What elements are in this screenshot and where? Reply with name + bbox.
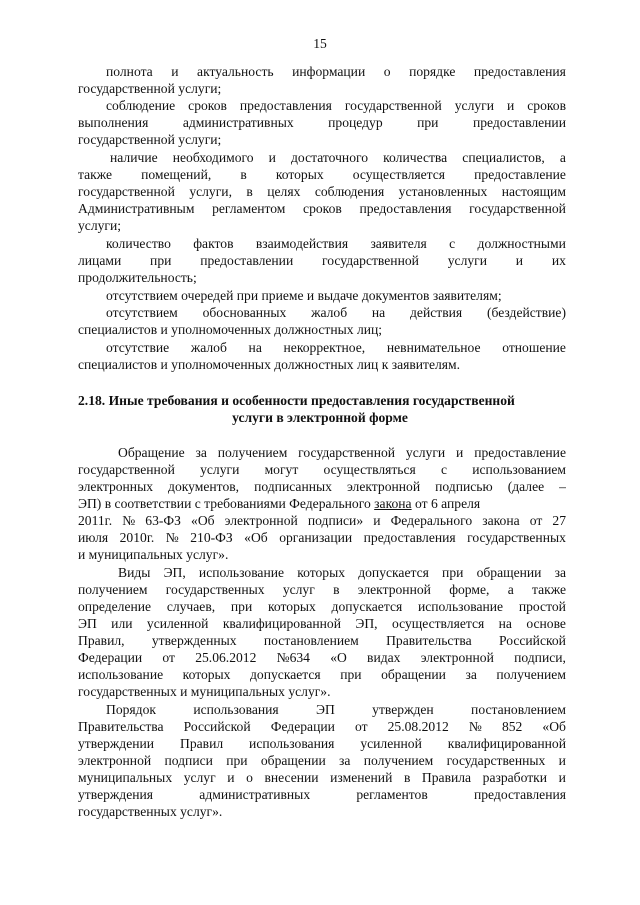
- paragraph-line: электронной подписи при обращении за получением государственных и: [78, 753, 566, 768]
- paragraph-line: ЭП или усиленной квалифицированной ЭП, осуществляется на основе: [78, 616, 566, 631]
- list-item-line: Административным регламентом сроков предоставления государственной: [78, 201, 566, 216]
- paragraph-line: и муниципальных услуг».: [78, 547, 229, 562]
- paragraph-line: Порядок использования ЭП утвержден постановлением: [106, 702, 566, 717]
- list-item-line: специалистов и уполномоченных должностных лиц к заявителям.: [78, 357, 461, 372]
- paragraph-line: Правительства Российской Федерации от 25.08.2012 № 852 «Об: [78, 719, 566, 734]
- list-item-line: выполнения административных процедур при предоставлении: [78, 115, 566, 130]
- list-item-line: специалистов и уполномоченных должностных лиц;: [78, 322, 383, 337]
- list-item-line: государственной услуги, в целях соблюдения установленных настоящим: [78, 184, 566, 199]
- list-item-line: наличие необходимого и достаточного количества специалистов, а: [110, 150, 566, 165]
- paragraph-line: Виды ЭП, использование которых допускается при обращении за: [118, 565, 566, 580]
- paragraph-line: муниципальных услуг и о внесении изменений в Правила разработки и: [78, 770, 566, 785]
- paragraph-line: определение случаев, при которых допускается использование простой: [78, 599, 566, 614]
- section-heading-line2: услуги в электронной форме: [232, 410, 408, 425]
- list-item-line: лицами при предоставлении государственной услуги и их: [78, 253, 566, 268]
- paragraph-line: государственных услуг».: [78, 804, 223, 819]
- list-item-line: государственной услуги;: [78, 81, 222, 96]
- list-item-line: продолжительность;: [78, 270, 197, 285]
- paragraph-line: государственной услуги могут осуществляться с использованием: [78, 462, 566, 477]
- paragraph-line: использование которых допускается при обращении за получением: [78, 667, 566, 682]
- section-heading: 2.18. Иные требования и особенности предоставления государственной: [78, 393, 515, 408]
- page-number: 15: [313, 36, 327, 51]
- paragraph-line: государственных и муниципальных услуг».: [78, 684, 331, 699]
- paragraph-line: 2011г. № 63-ФЗ «Об электронной подписи» и Федерального закона от 27: [78, 513, 566, 528]
- paragraph-line: утверждении Правил использования усиленной квалифицированной: [78, 736, 566, 751]
- list-item-line: отсутствием очередей при приеме и выдаче документов заявителям;: [106, 288, 502, 303]
- list-item-line: услуги;: [78, 218, 122, 233]
- list-item-line: отсутствие жалоб на некорректное, невнимательное отношение: [106, 340, 566, 355]
- paragraph-line: утверждения административных регламентов предоставления: [78, 787, 566, 802]
- paragraph-line-mixed: [78, 495, 480, 512]
- paragraph-line: электронных документов, подписанных электронной подписью (далее –: [78, 479, 566, 494]
- list-item-line: государственной услуги;: [78, 132, 222, 147]
- paragraph-text: ЭП) в соответствии с требованиями Федерального: [78, 496, 371, 511]
- law-link[interactable]: закона: [374, 496, 412, 511]
- paragraph-line: июля 2010г. № 210-ФЗ «Об организации предоставления государственных: [78, 530, 566, 545]
- list-item-line: соблюдение сроков предоставления государственной услуги и сроков: [106, 98, 566, 113]
- list-item-line: отсутствием обоснованных жалоб на действия (бездействие): [106, 305, 566, 320]
- list-item-line: полнота и актуальность информации о порядке предоставления: [106, 64, 566, 79]
- list-item-line: количество фактов взаимодействия заявителя с должностными: [106, 236, 566, 251]
- list-item-line: также помещений, в которых осуществляется предоставление: [78, 167, 566, 182]
- paragraph-text: от 6 апреля: [415, 496, 481, 511]
- paragraph-line: Федерации от 25.06.2012 №634 «О видах электронной подписи,: [78, 650, 566, 665]
- paragraph-line: Правил, утвержденных постановлением Правительства Российской: [78, 633, 566, 648]
- paragraph-line: Обращение за получением государственной услуги и предоставление: [118, 445, 566, 460]
- paragraph-line: получением государственных услуг в электронной форме, а также: [78, 582, 566, 597]
